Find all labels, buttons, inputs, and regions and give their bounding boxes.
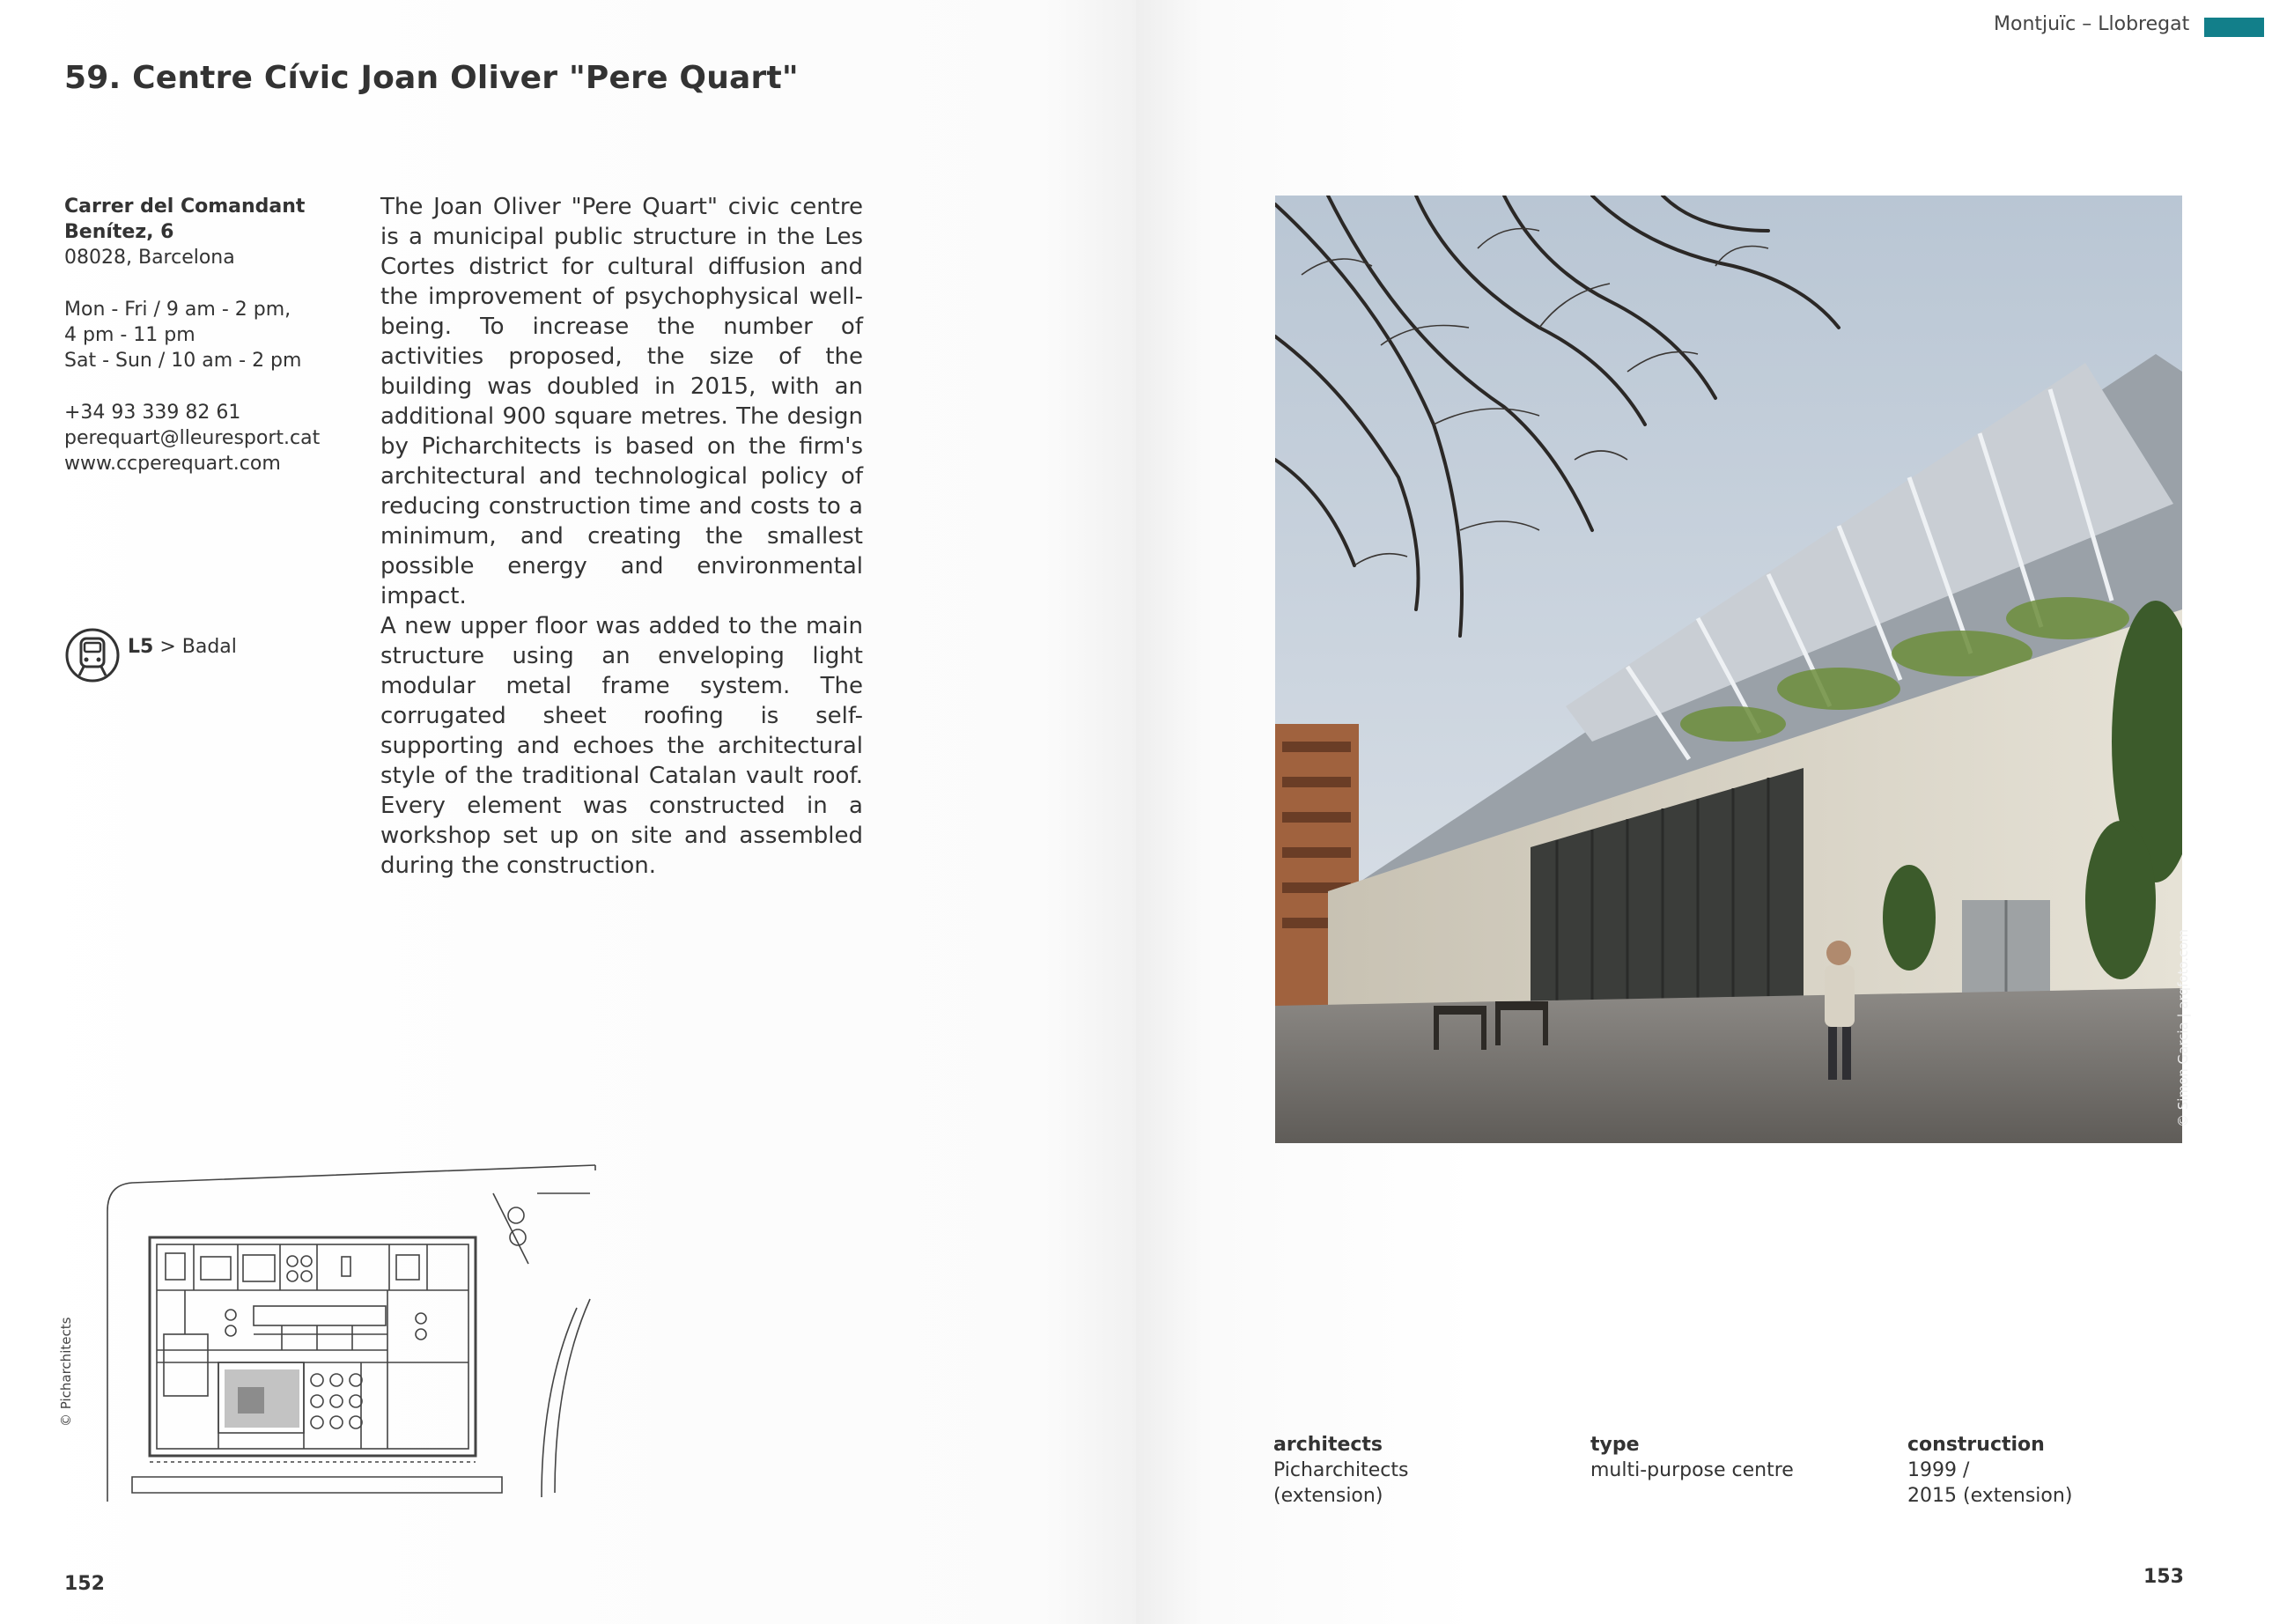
fact-type [1590, 1432, 1794, 1483]
fact-architects-line2: (extension) [1273, 1485, 1383, 1507]
fact-architects-label: architects [1273, 1434, 1383, 1456]
hours-line2: 4 pm - 11 pm [64, 324, 195, 346]
fact-architects-line1: Picharchitects [1273, 1459, 1409, 1481]
floor-plan-drawing [97, 1158, 608, 1510]
info-column [64, 194, 346, 503]
plan-credit: © Picharchitects [58, 1317, 74, 1427]
description [380, 192, 863, 881]
metro-info [64, 627, 237, 683]
fact-construction-label: construction [1907, 1434, 2045, 1456]
fact-construction-line1: 1999 / [1907, 1459, 1970, 1481]
hours-block [64, 297, 346, 373]
fact-construction [1907, 1432, 2072, 1509]
contact-web: www.ccperequart.com [64, 453, 281, 475]
address-city: 08028, Barcelona [64, 247, 235, 269]
contact-email: perequart@lleuresport.cat [64, 427, 321, 449]
page-number-left: 152 [64, 1573, 105, 1595]
address-street-line1: Carrer del Comandant [64, 196, 306, 218]
fact-construction-line2: 2015 (extension) [1907, 1485, 2073, 1507]
building-photo-illustration [1275, 196, 2182, 1143]
metro-text [128, 636, 237, 658]
address-street-line2: Benítez, 6 [64, 221, 174, 243]
address-block [64, 194, 346, 270]
section-accent-bar [2204, 18, 2264, 37]
metro-station: Badal [181, 636, 237, 658]
contact-phone: +34 93 339 82 61 [64, 402, 241, 424]
contact-block [64, 400, 346, 476]
page-title: 59. Centre Cívic Joan Oliver "Pere Quart" [64, 60, 799, 96]
building-photo [1275, 196, 2182, 1143]
metro-separator: > [159, 636, 176, 658]
hours-line1: Mon - Fri / 9 am - 2 pm, [64, 299, 291, 321]
fact-architects [1273, 1432, 1408, 1509]
running-head: Montjuïc – Llobregat [1994, 13, 2190, 35]
page-number-right: 153 [2143, 1566, 2184, 1588]
fact-type-value: multi-purpose centre [1590, 1459, 1794, 1481]
photo-credit: © Simon Garcia | arqfoto.com [2175, 928, 2191, 1127]
metro-line: L5 [128, 636, 154, 658]
fact-type-label: type [1590, 1434, 1640, 1456]
description-paragraph-1: The Joan Oliver "Pere Quart" civic centre is a municipal public structure in the Les Cortes district for cultural diffusion and the improvement of psychophysical well-being. To increase the number of activities proposed, the size of the building was doubled in 2015, with an additional 900 square metres. The design by Picharchitects is based on the firm's architectural and technological policy of reducing construction time and costs to a minimum, and creating the smallest possible energy and environmental impact. [380, 194, 863, 609]
hours-line3: Sat - Sun / 10 am - 2 pm [64, 350, 302, 372]
description-paragraph-2: A new upper floor was added to the main structure using an enveloping light modular metal frame system. The corrugated sheet roofing is self-supporting and echoes the architectural style of the traditional Catalan vault roof. Every element was constructed in a workshop set up on site and assembled during the construction. [380, 613, 863, 879]
metro-train-icon [64, 627, 121, 683]
